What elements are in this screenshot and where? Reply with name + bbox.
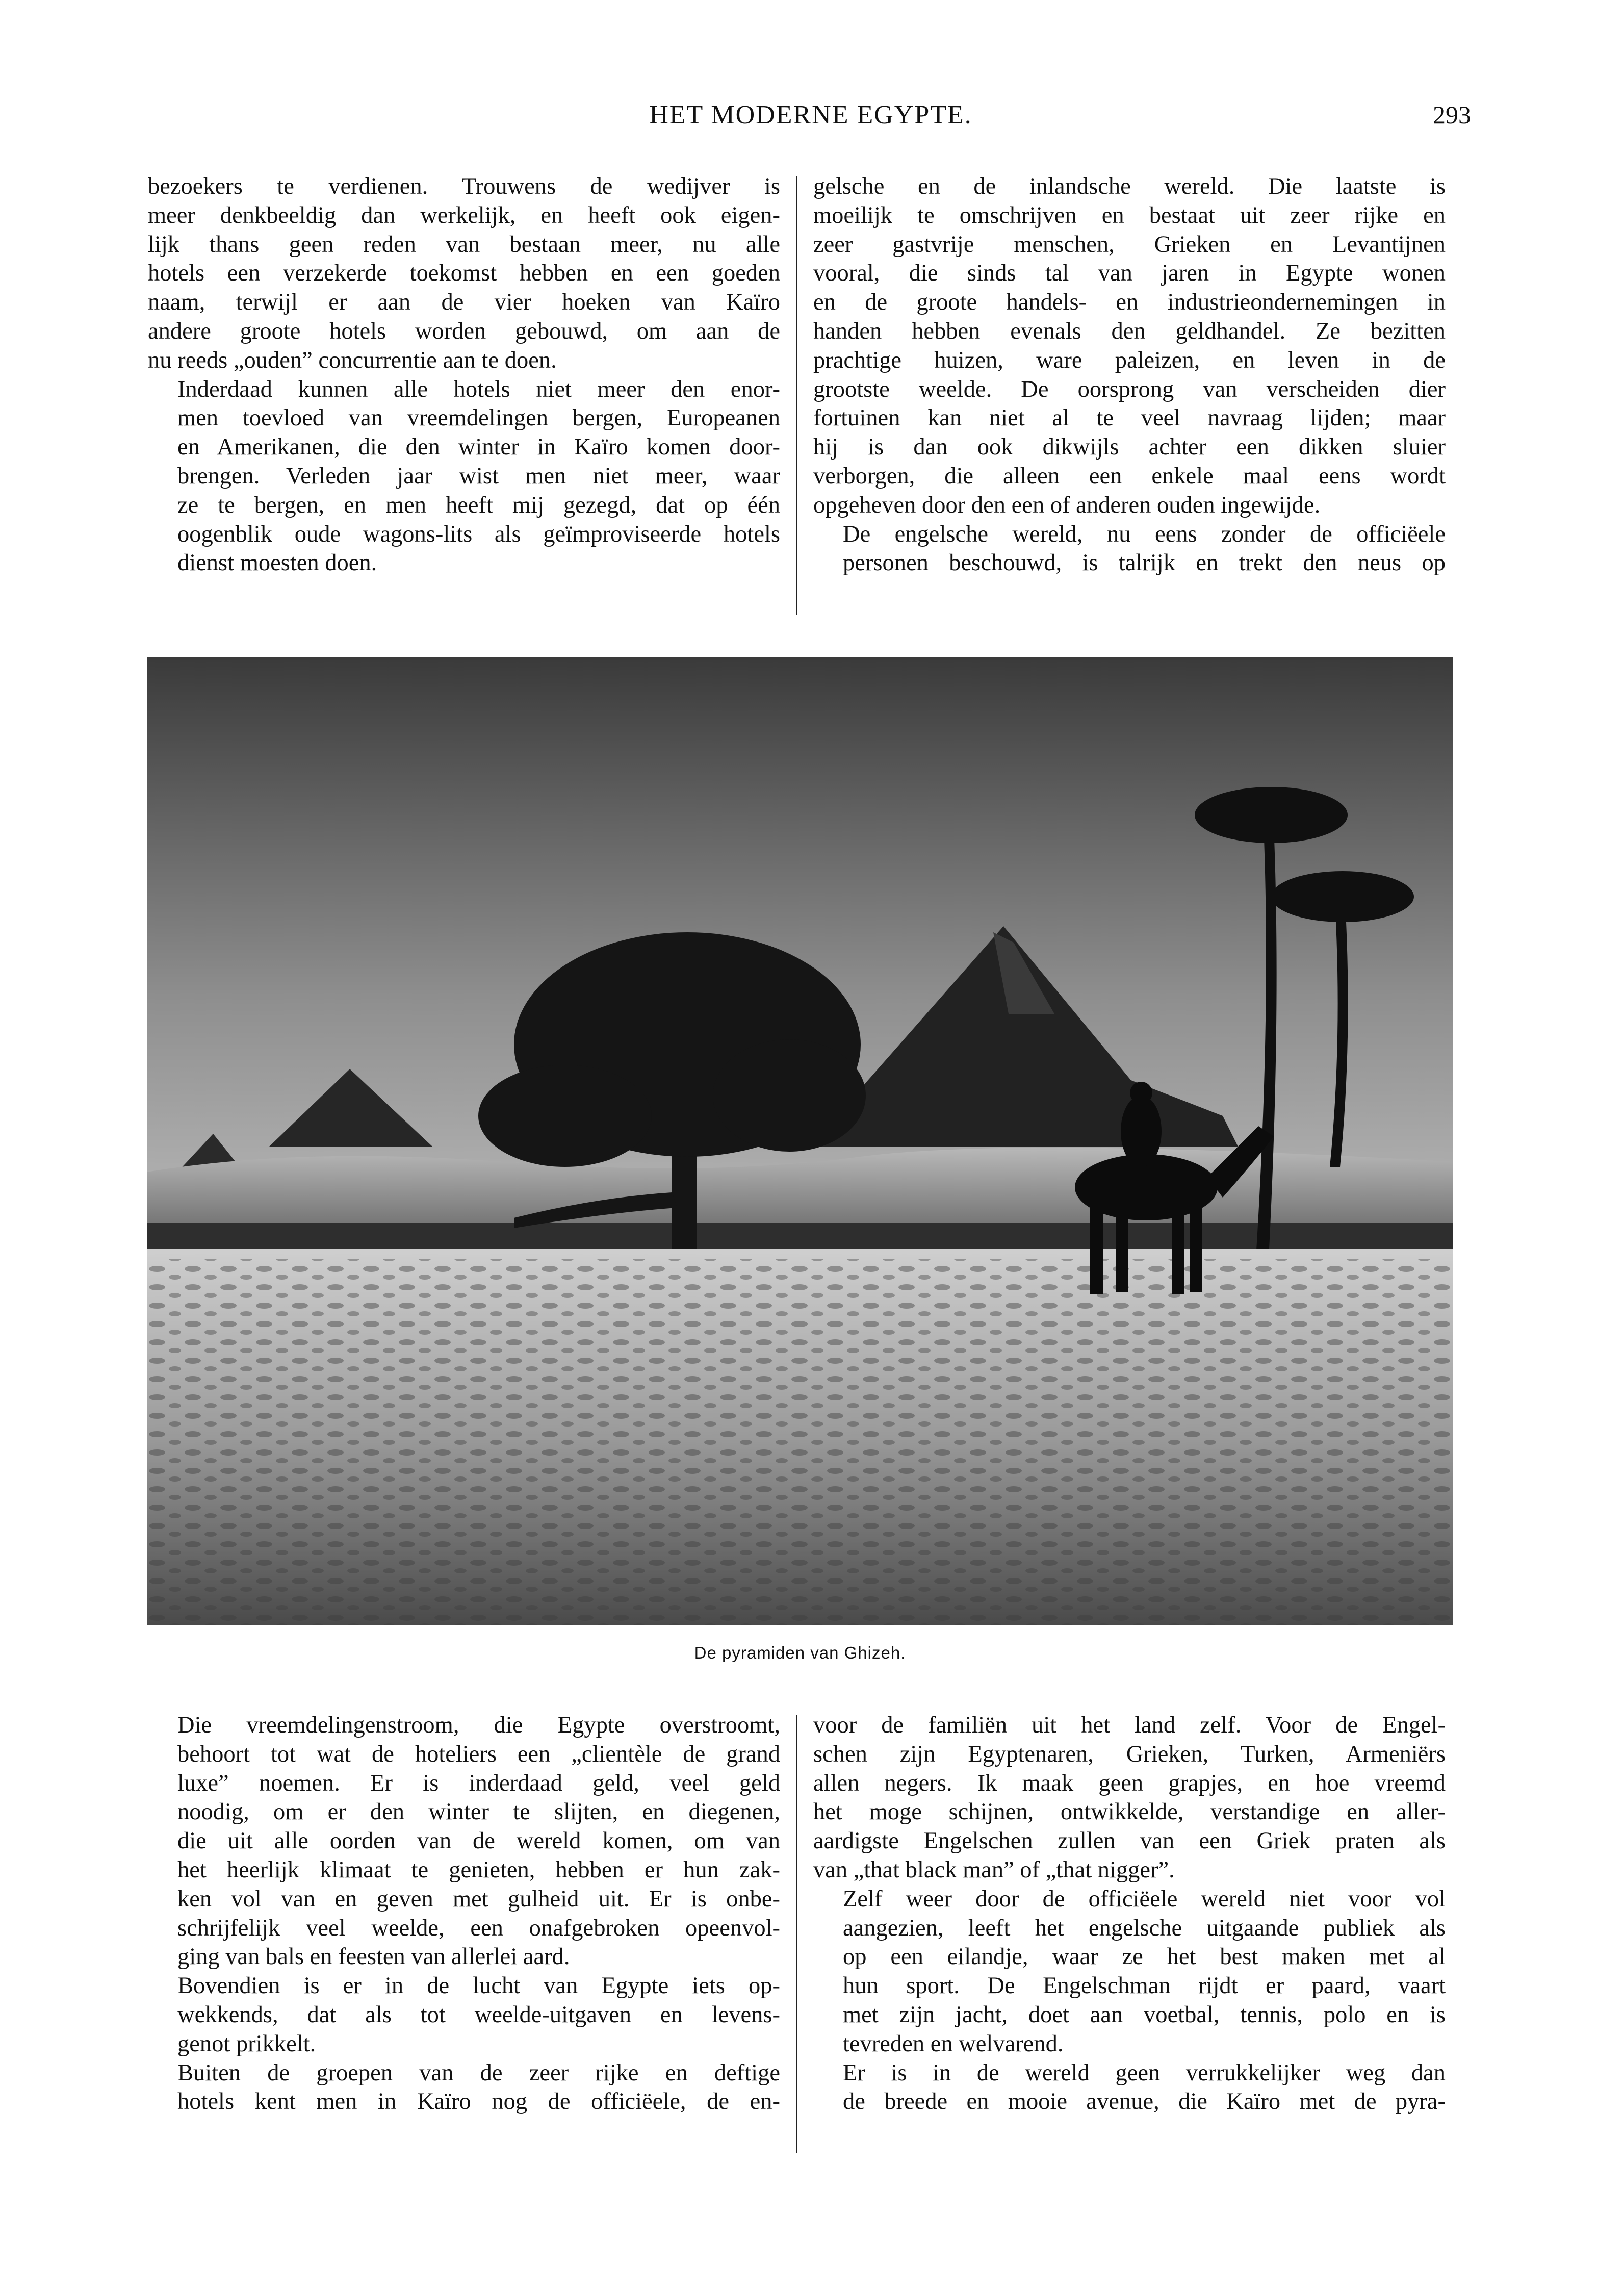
text-line: tevreden en welvarend. bbox=[843, 2030, 1064, 2057]
text-line: zeer gastvrije menschen, Grieken en Levantijnen bbox=[813, 231, 1446, 258]
column-rule-bottom bbox=[796, 1715, 797, 2153]
text-line: men toevloed van vreemdelingen bergen, Europeanen bbox=[177, 405, 780, 431]
text-line: hij is dan ook dikwijls achter een dikken sluier bbox=[813, 434, 1446, 461]
figure-caption: De pyramiden van Ghizeh. bbox=[694, 1643, 906, 1662]
text-line: aardigste Engelschen zullen van een Griek praten als bbox=[813, 1828, 1446, 1854]
paragraph bbox=[813, 520, 1446, 578]
text-line: moeilijk te omschrijven en bestaat uit zeer rijke en bbox=[813, 202, 1446, 228]
pyramids-photograph bbox=[147, 657, 1453, 1625]
text-line: wekkends, dat als tot weelde-uitgaven en levens- bbox=[177, 2001, 780, 2028]
text-line: Buiten de groepen van de zeer rijke en deftige bbox=[177, 2059, 780, 2086]
text-line: gelsche en de inlandsche wereld. Die laatste is bbox=[813, 173, 1446, 199]
text-line: Er is in de wereld geen verrukkelijker weg dan bbox=[843, 2059, 1446, 2086]
text-line: noodig, om er den winter te slijten, en diegenen, bbox=[177, 1799, 780, 1825]
text-line: meer denkbeeldig dan werkelijk, en heeft ook eigen- bbox=[148, 202, 780, 228]
paragraph bbox=[148, 1711, 780, 1972]
text-line: vooral, die sinds tal van jaren in Egypte wonen bbox=[813, 260, 1446, 287]
text-line: Zelf weer door de officiëele wereld niet voor vol bbox=[843, 1886, 1446, 1912]
text-line: opgeheven door den een of anderen ouden ingewijde. bbox=[813, 492, 1321, 518]
pyramids-photo-illustration bbox=[147, 657, 1453, 1625]
paragraph bbox=[148, 1972, 780, 2058]
text-line: allen negers. Ik maak geen grapjes, en hoe vreemd bbox=[813, 1770, 1446, 1796]
text-line: en Amerikanen, die den winter in Kaïro komen door- bbox=[177, 434, 780, 461]
text-line: naam, terwijl er aan de vier hoeken van Kaïro bbox=[148, 289, 780, 316]
text-line: aangezien, leeft het engelsche uitgaande publiek als bbox=[843, 1915, 1446, 1941]
top-left-column bbox=[148, 172, 780, 578]
bottom-right-column bbox=[813, 1711, 1446, 2117]
text-line: De engelsche wereld, nu eens zonder de officiëele bbox=[843, 521, 1446, 547]
text-line: luxe” noemen. Er is inderdaad geld, veel geld bbox=[177, 1770, 780, 1796]
text-line: de breede en mooie avenue, die Kaïro met de pyra- bbox=[843, 2089, 1446, 2115]
column-rule-top bbox=[796, 176, 797, 615]
text-line: personen beschouwd, is talrijk en trekt den neus op bbox=[843, 550, 1446, 576]
text-line: het heerlijk klimaat te genieten, hebben er hun zak- bbox=[177, 1856, 780, 1883]
paragraph bbox=[148, 2059, 780, 2117]
text-line: prachtige huizen, ware paleizen, en leven in de bbox=[813, 347, 1446, 373]
text-line: fortuinen kan niet al te veel navraag lijden; maar bbox=[813, 405, 1446, 431]
paragraph bbox=[813, 1711, 1446, 1885]
text-line: brengen. Verleden jaar wist men niet meer, waar bbox=[177, 463, 780, 489]
bottom-left-column bbox=[148, 1711, 780, 2117]
text-line: ze te bergen, en men heeft mij gezegd, dat op één bbox=[177, 492, 780, 518]
paragraph bbox=[148, 375, 780, 578]
text-line: nu reeds „ouden” concurrentie aan te doen. bbox=[148, 347, 557, 373]
text-line: hun sport. De Engelschman rijdt er paard, vaart bbox=[843, 1973, 1446, 1999]
text-line: ken vol van en geven met gulheid uit. Er is onbe- bbox=[177, 1886, 780, 1912]
text-line: hotels een verzekerde toekomst hebben en een goeden bbox=[148, 260, 780, 287]
paragraph bbox=[813, 172, 1446, 520]
text-line: dienst moesten doen. bbox=[177, 550, 377, 576]
text-line: verborgen, die alleen een enkele maal eens wordt bbox=[813, 463, 1446, 489]
top-right-column bbox=[813, 172, 1446, 578]
text-line: Inderdaad kunnen alle hotels niet meer den enor- bbox=[177, 376, 780, 402]
text-line: het moge schijnen, ontwikkelde, verstandige en aller- bbox=[813, 1799, 1446, 1825]
text-line: lijk thans geen reden van bestaan meer, nu alle bbox=[148, 231, 780, 258]
text-line: ging van bals en feesten van allerlei aard. bbox=[177, 1944, 570, 1970]
text-line: Die vreemdelingenstroom, die Egypte overstroomt, bbox=[177, 1712, 780, 1738]
paragraph bbox=[813, 2059, 1446, 2117]
text-line: met zijn jacht, doet aan voetbal, tennis, polo en is bbox=[843, 2001, 1446, 2028]
text-line: grootste weelde. De oorsprong van verscheiden dier bbox=[813, 376, 1446, 402]
text-line: Bovendien is er in de lucht van Egypte iets op- bbox=[177, 1973, 780, 1999]
text-line: schen zijn Egyptenaren, Grieken, Turken, Armeniërs bbox=[813, 1741, 1446, 1767]
text-line: schrijfelijk veel weelde, een onafgebroken opeenvol- bbox=[177, 1915, 780, 1941]
paragraph bbox=[813, 1885, 1446, 2059]
text-line: hotels kent men in Kaïro nog de officiëele, de en- bbox=[177, 2089, 780, 2115]
text-line: genot prikkelt. bbox=[177, 2030, 316, 2057]
paragraph bbox=[148, 172, 780, 375]
text-line: van „that black man” of „that nigger”. bbox=[813, 1856, 1175, 1883]
text-line: voor de familiën uit het land zelf. Voor de Engel- bbox=[813, 1712, 1446, 1738]
text-line: oogenblik oude wagons-lits als geïmproviseerde hotels bbox=[177, 521, 780, 547]
text-line: die uit alle oorden van de wereld komen, om van bbox=[177, 1828, 780, 1854]
text-line: en de groote handels- en industrieondernemingen in bbox=[813, 289, 1446, 316]
text-line: behoort tot wat de hoteliers een „clientèle de grand bbox=[177, 1741, 780, 1767]
text-line: op een eilandje, waar ze het best maken met al bbox=[843, 1944, 1446, 1970]
page-number: 293 bbox=[1433, 100, 1471, 129]
text-line: andere groote hotels worden gebouwd, om aan de bbox=[148, 318, 780, 344]
text-line: handen hebben evenals den geldhandel. Ze bezitten bbox=[813, 318, 1446, 344]
running-title: HET MODERNE EGYPTE. bbox=[649, 100, 972, 130]
text-line: bezoekers te verdienen. Trouwens de wedijver is bbox=[148, 173, 780, 199]
